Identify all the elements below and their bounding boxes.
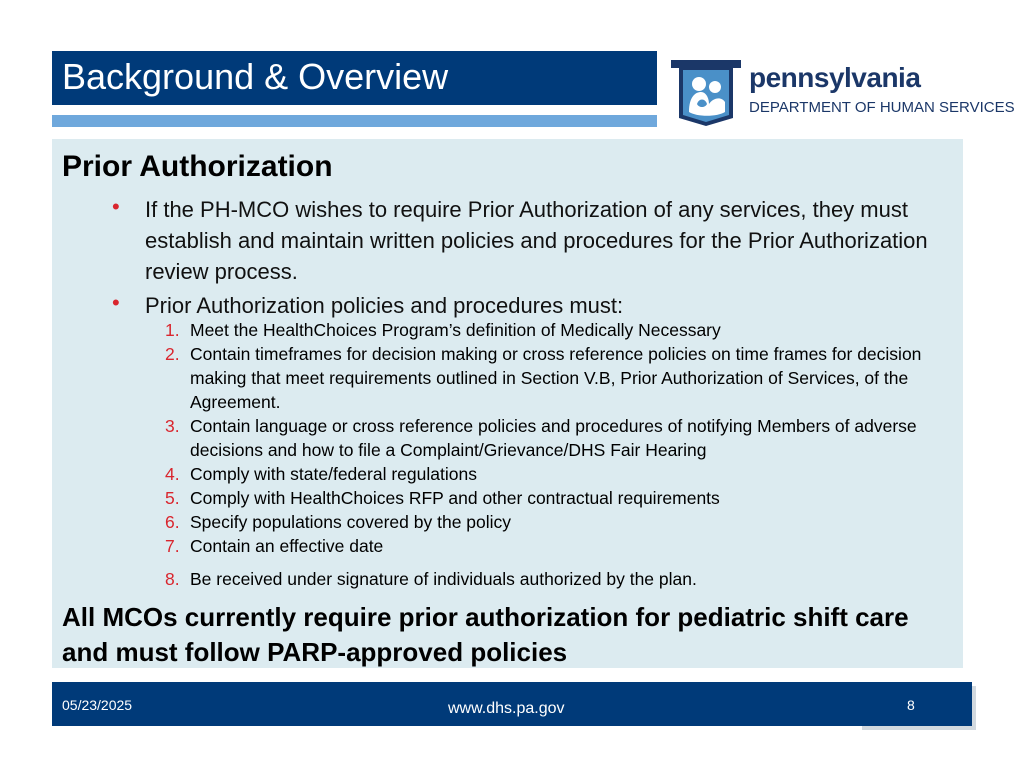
bullet-dot-icon: • bbox=[112, 290, 120, 315]
list-text: Meet the HealthChoices Program’s definition of Medically Necessary bbox=[190, 320, 721, 340]
bullet-text: If the PH-MCO wishes to require Prior Authorization of any services, they must establish and maintain written policies and procedures for the Prior Authorization review process. bbox=[145, 197, 928, 284]
page-number: 8 bbox=[907, 697, 915, 713]
list-number: 6. bbox=[165, 512, 180, 532]
bullet-dot-icon: • bbox=[112, 194, 120, 219]
title-accent-bar bbox=[52, 115, 657, 127]
list-text: Contain an effective date bbox=[190, 536, 384, 556]
numbered-list bbox=[165, 318, 955, 591]
pennsylvania-keystone-family-icon bbox=[669, 54, 743, 126]
list-item bbox=[165, 414, 955, 462]
list-number: 3. bbox=[165, 416, 180, 436]
list-item bbox=[165, 462, 955, 486]
title-bar bbox=[52, 51, 657, 105]
list-text: Contain language or cross reference policies and procedures of notifying Members of adverse decisions and how to file a Complaint/Grievance/DHS Fair Hearing bbox=[190, 416, 917, 460]
bullet-text: Prior Authorization policies and procedures must: bbox=[145, 293, 624, 318]
dhs-logo bbox=[669, 54, 1015, 126]
list-number: 2. bbox=[165, 344, 180, 364]
list-number: 8. bbox=[165, 569, 180, 589]
bullet-item bbox=[112, 194, 935, 287]
list-item bbox=[165, 534, 955, 558]
footer-url[interactable]: www.dhs.pa.gov bbox=[448, 700, 565, 717]
list-item bbox=[165, 342, 955, 414]
bullet-item bbox=[112, 290, 935, 321]
page-title: Background & Overview bbox=[62, 56, 449, 97]
list-text: Comply with HealthChoices RFP and other contractual requirements bbox=[190, 488, 720, 508]
list-number: 5. bbox=[165, 488, 180, 508]
conclusion-text: All MCOs currently require prior authorization for pediatric shift care and must follow PARP-approved policies bbox=[62, 602, 909, 667]
list-item bbox=[165, 567, 955, 591]
list-text: Specify populations covered by the policy bbox=[190, 512, 512, 532]
list-number: 4. bbox=[165, 464, 180, 484]
footer-date: 05/23/2025 bbox=[62, 697, 133, 713]
list-item bbox=[165, 486, 955, 510]
list-text: Comply with state/federal regulations bbox=[190, 464, 477, 484]
list-text: Be received under signature of individuals authorized by the plan. bbox=[190, 569, 697, 589]
list-item bbox=[165, 510, 955, 534]
list-number: 7. bbox=[165, 536, 180, 556]
list-text: Contain timeframes for decision making or cross reference policies on time frames for decision making that meet requirements outlined in Section V.B, Prior Authorization of Services, of the Agreement. bbox=[190, 344, 922, 412]
list-item bbox=[165, 318, 955, 342]
logo-name: pennsylvania bbox=[749, 62, 921, 93]
logo-department: DEPARTMENT OF HUMAN SERVICES bbox=[749, 99, 1015, 116]
content-panel bbox=[52, 139, 963, 668]
section-heading: Prior Authorization bbox=[62, 150, 333, 183]
footer-bar bbox=[52, 682, 972, 726]
list-number: 1. bbox=[165, 320, 180, 340]
